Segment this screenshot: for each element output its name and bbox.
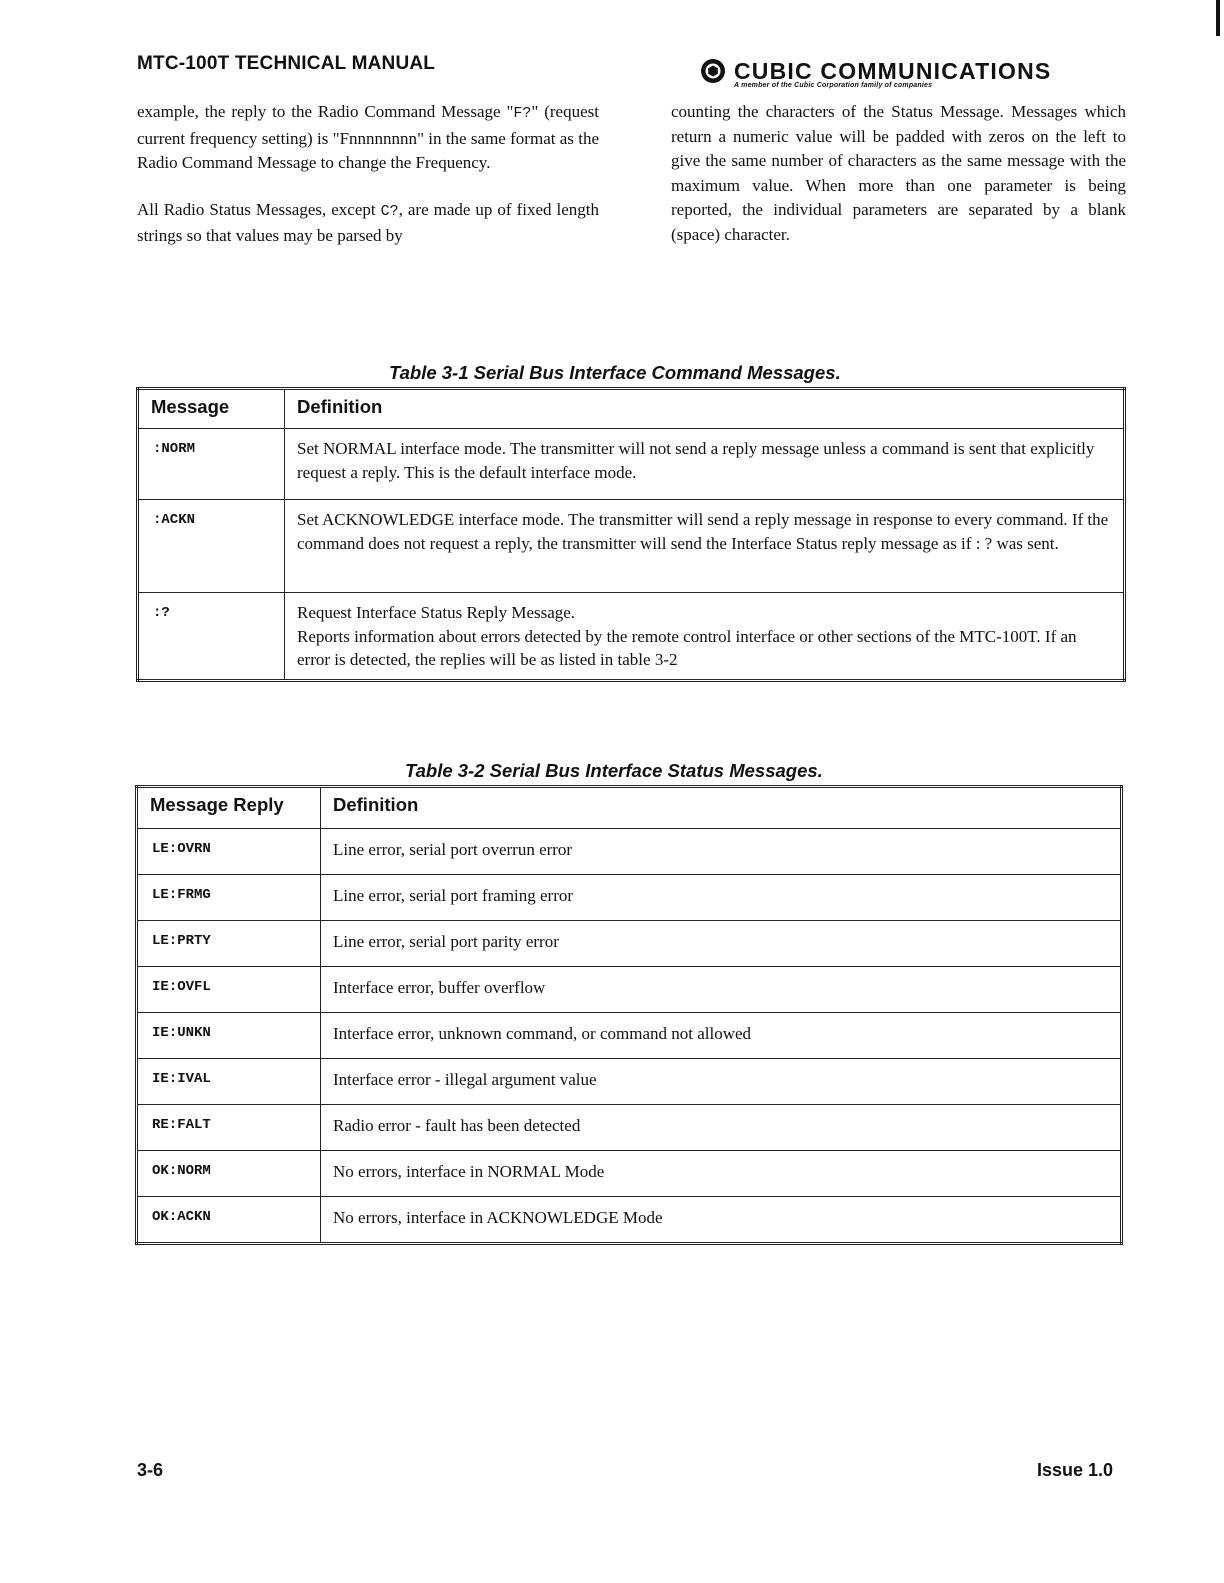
table-caption: Table 3-1 Serial Bus Interface Command Messages.: [389, 362, 841, 383]
command-messages-table: [136, 387, 1126, 682]
table-row: [137, 967, 1122, 1013]
message-cell: :NORM: [138, 429, 285, 500]
body-text-left-column: [137, 100, 599, 249]
message-cell: :ACKN: [138, 500, 285, 593]
message-cell: :?: [138, 593, 285, 681]
body-text-right-column: [671, 100, 1126, 247]
table-row: [137, 1059, 1122, 1105]
message-cell: OK:ACKN: [137, 1197, 321, 1244]
definition-cell: Line error, serial port parity error: [321, 921, 1122, 967]
definition-cell: Request Interface Status Reply Message. Reports information about errors detected by the remote control interface or other sections of the MTC-100T. If an error is detected, the replies will be as listed in table 3-2: [285, 593, 1125, 681]
issue-label: Issue 1.0: [1037, 1460, 1114, 1480]
page-number: 3-6: [137, 1460, 164, 1480]
table-caption: Table 3-2 Serial Bus Interface Status Messages.: [405, 760, 823, 781]
inline-code: Fnnnnnnnn: [339, 128, 418, 148]
definition-cell: Interface error, unknown command, or command not allowed: [321, 1013, 1122, 1059]
inline-code: C?: [380, 202, 399, 220]
table-row: [138, 593, 1125, 681]
table-row: [137, 829, 1122, 875]
definition-cell: Line error, serial port framing error: [321, 875, 1122, 921]
manual-title: MTC-100T TECHNICAL MANUAL: [137, 53, 436, 74]
table-row: [137, 1013, 1122, 1059]
definition-cell: Set NORMAL interface mode. The transmitter will not send a reply message unless a command is sent that explicitly request a reply. This is the default interface mode.: [285, 429, 1125, 500]
table-row: [137, 1105, 1122, 1151]
definition-cell: Interface error, buffer overflow: [321, 967, 1122, 1013]
column-header: Message Reply: [137, 787, 321, 829]
table-row: [137, 1197, 1122, 1244]
message-cell: LE:OVRN: [137, 829, 321, 875]
message-cell: RE:FALT: [137, 1105, 321, 1151]
definition-cell: Interface error - illegal argument value: [321, 1059, 1122, 1105]
logo-tagline: A member of the Cubic Corporation family of companies: [734, 82, 933, 89]
scan-edge-mark: [1216, 0, 1220, 36]
table-row: [137, 921, 1122, 967]
column-header: Definition: [321, 787, 1122, 829]
status-messages-table: [135, 785, 1123, 1245]
definition-cell: Radio error - fault has been detected: [321, 1105, 1122, 1151]
message-cell: LE:FRMG: [137, 875, 321, 921]
message-cell: LE:PRTY: [137, 921, 321, 967]
definition-cell: No errors, interface in NORMAL Mode: [321, 1151, 1122, 1197]
paragraph: example, the reply to the Radio Command Message "F?" (request current frequency setting) is "Fnnnnnnnn" in the same format as the Radio Command Message to change the Frequency.: [137, 102, 599, 172]
logo-text: CUBIC COMMUNICATIONS: [734, 58, 1052, 84]
definition-cell: Set ACKNOWLEDGE interface mode. The transmitter will send a reply message in response to every command. If the command does not request a reply, the transmitter will send the Interface Status reply message as if : ? was sent.: [285, 500, 1125, 593]
table-row: [138, 500, 1125, 593]
table-row: [137, 875, 1122, 921]
company-logo: [700, 56, 1130, 92]
definition-cell: Line error, serial port overrun error: [321, 829, 1122, 875]
message-cell: IE:UNKN: [137, 1013, 321, 1059]
definition-cell: No errors, interface in ACKNOWLEDGE Mode: [321, 1197, 1122, 1244]
cubic-logo-icon: [700, 58, 726, 84]
table-row: [138, 429, 1125, 500]
inline-code: F?: [513, 105, 532, 122]
message-cell: IE:OVFL: [137, 967, 321, 1013]
column-header: Definition: [285, 389, 1125, 429]
column-header: Message: [138, 389, 285, 429]
message-cell: OK:NORM: [137, 1151, 321, 1197]
table-row: [137, 1151, 1122, 1197]
message-cell: IE:IVAL: [137, 1059, 321, 1105]
paragraph: All Radio Status Messages, except C?, are made up of fixed length strings so that values may be parsed by: [137, 199, 599, 245]
paragraph: counting the characters of the Status Message. Messages which return a numeric value will be padded with zeros on the left to give the same number of characters as the same message with the maximum value. When more than one parameter is being reported, the individual parameters are separated by a blank (space) character.: [671, 102, 1126, 244]
